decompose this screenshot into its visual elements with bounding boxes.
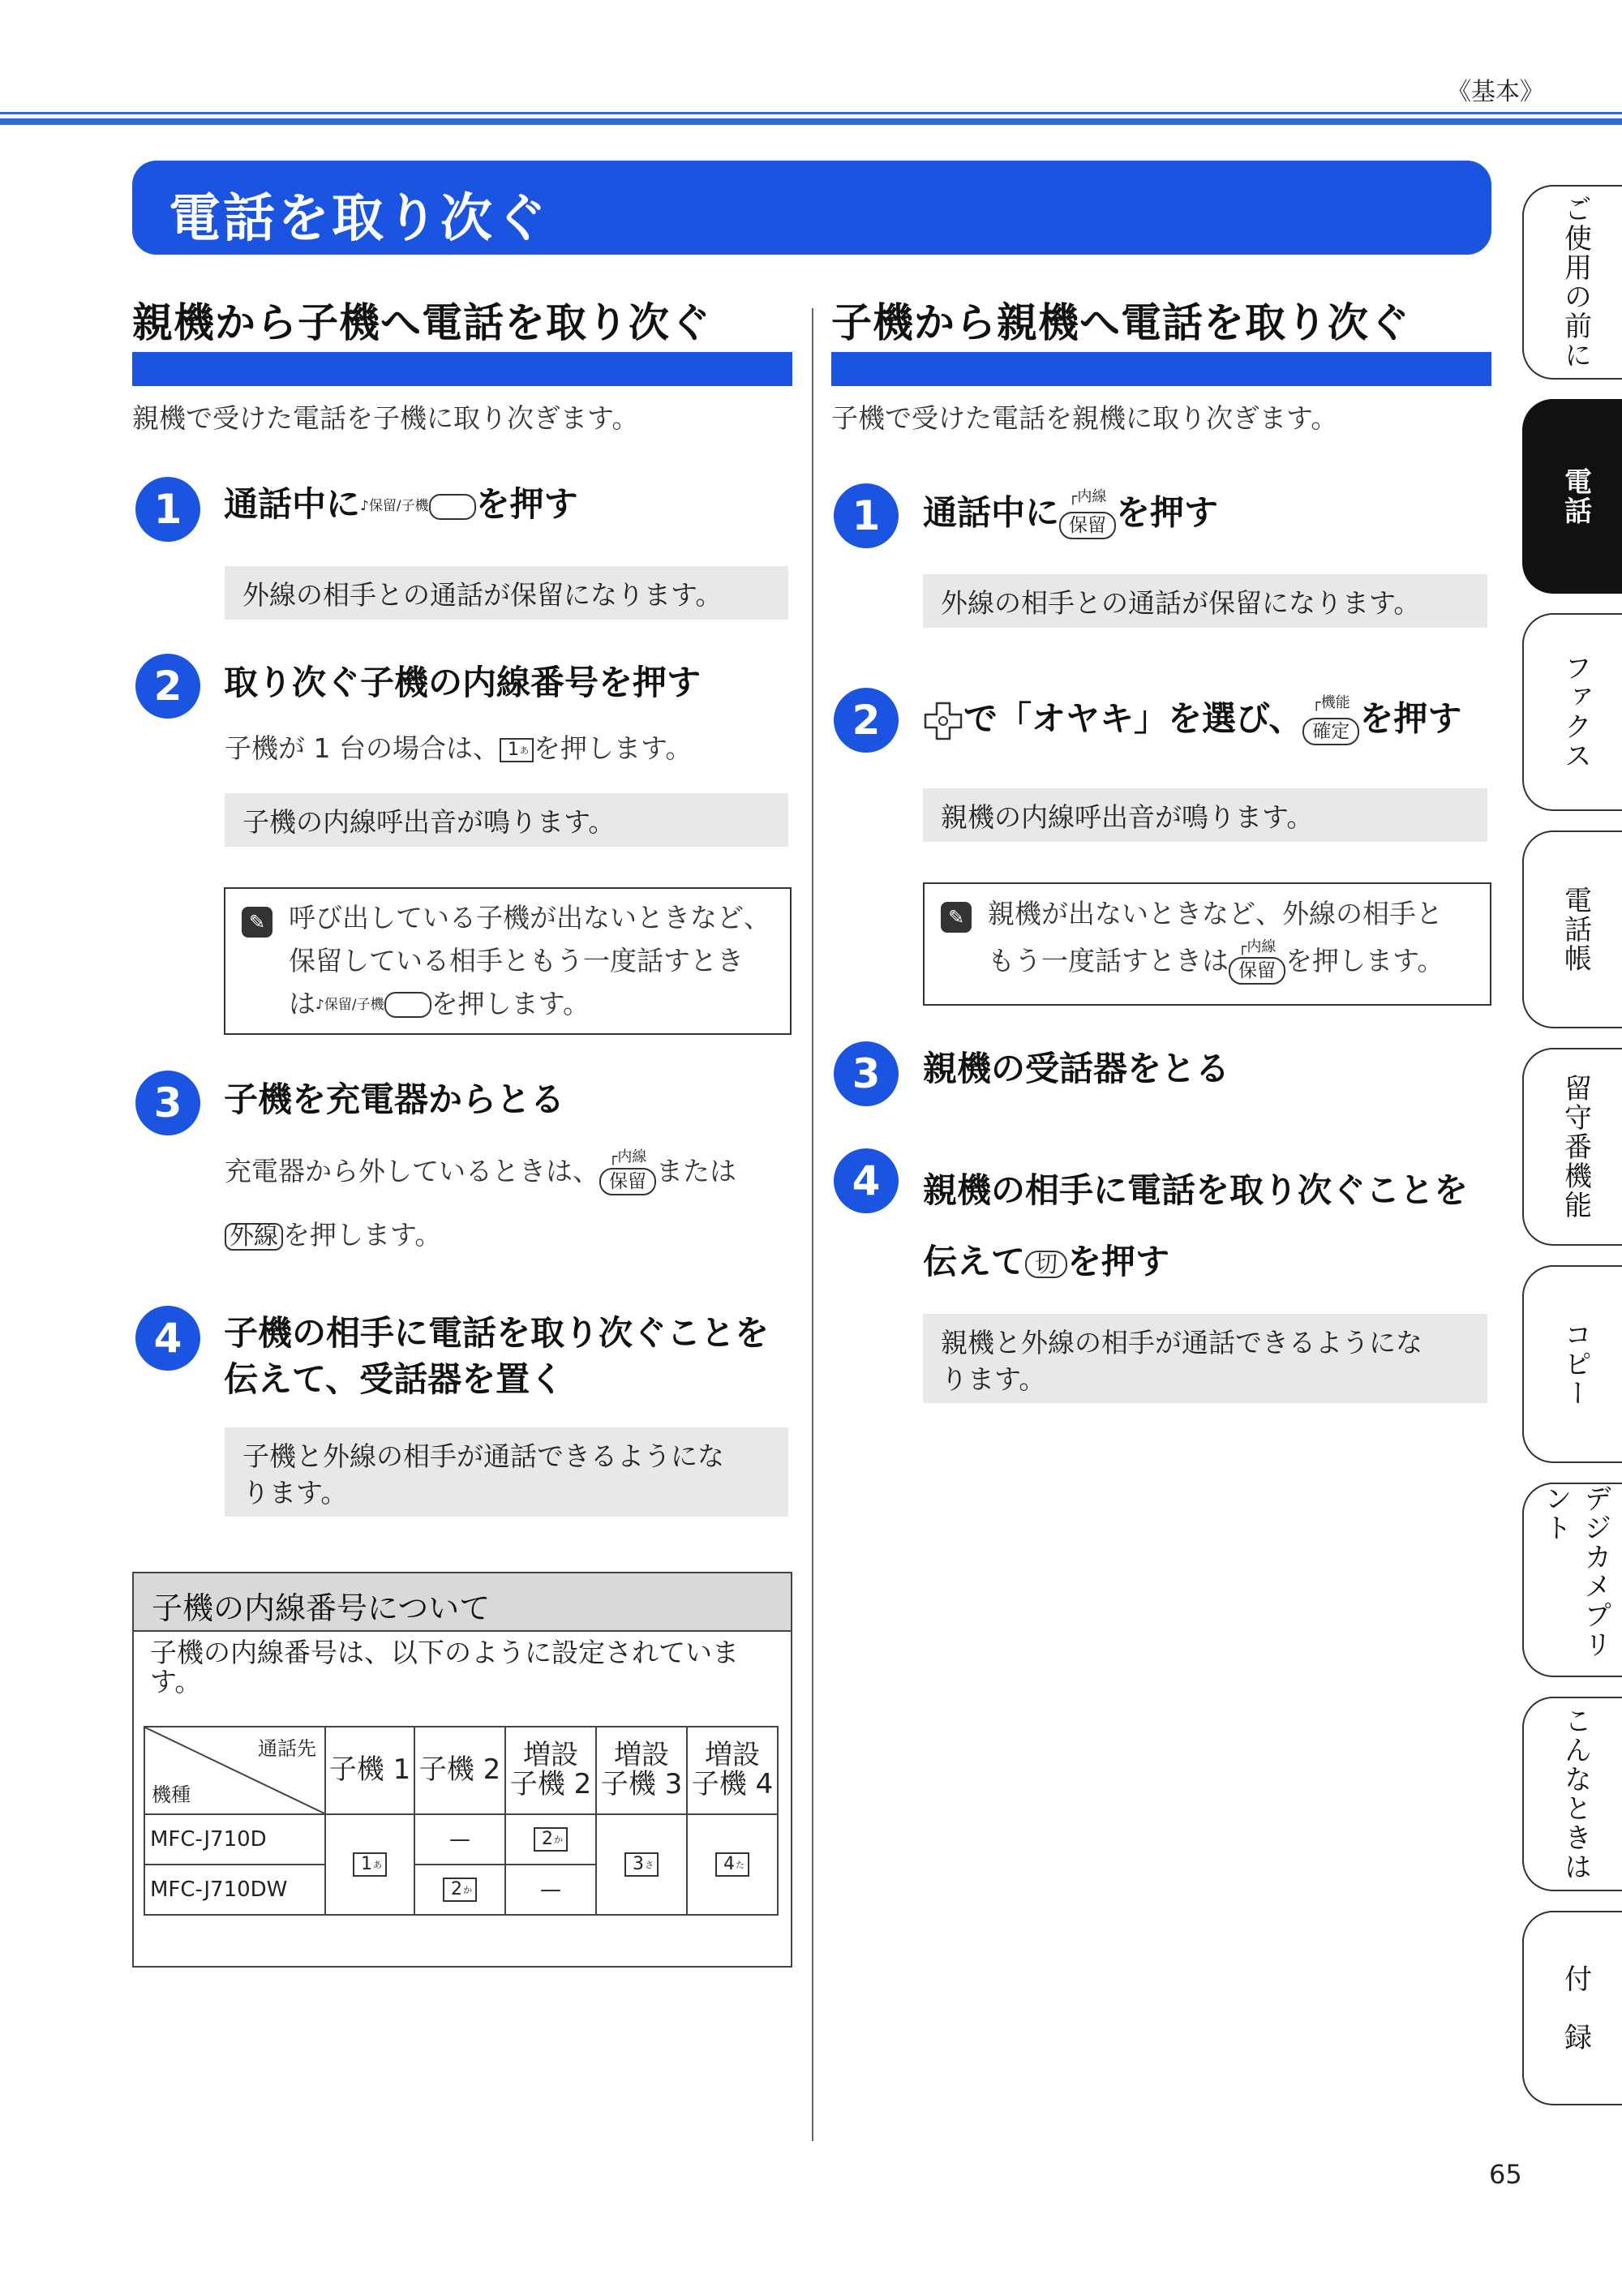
page-number: 65	[1489, 2159, 1522, 2190]
key-1-number: 1	[361, 1854, 372, 1875]
right-step-4-result	[923, 1314, 1487, 1403]
key-4-kana: た	[736, 1860, 744, 1871]
left-note-line-3	[289, 983, 774, 1026]
tab-before-use[interactable]	[1522, 185, 1622, 380]
cell-key-4	[687, 1814, 778, 1915]
left-note-line-3-post: を押します。	[431, 987, 590, 1019]
chapter-label: 《基本》	[1447, 78, 1544, 106]
col-add-4-line2: 子機 4	[691, 1768, 774, 1800]
intercom-key-top-label: ┌内線	[1238, 938, 1277, 955]
tab-fax-label: ファクス	[1559, 654, 1592, 770]
key-2-kana: か	[463, 1885, 472, 1896]
step-3-sub-line-2	[225, 1217, 441, 1254]
right-note-box	[923, 882, 1491, 1006]
step-4-result	[225, 1427, 788, 1517]
right-note-line-1: 親機が出ないときなど、外線の相手と	[988, 898, 1443, 929]
page-title: 電話を取り次ぐ	[169, 189, 549, 249]
header-rule-thick	[0, 118, 1622, 125]
right-step-1-result: 外線の相手との通話が保留になります。	[923, 574, 1487, 628]
right-section-bar	[831, 352, 1491, 386]
step-1-result: 外線の相手との通話が保留になります。	[225, 566, 788, 620]
intercom-hold-key-icon	[1059, 490, 1116, 540]
tab-copy-label: コピー	[1559, 1320, 1592, 1408]
tab-troubleshooting-label: こんなときは	[1559, 1706, 1592, 1882]
tab-troubleshooting[interactable]	[1522, 1697, 1622, 1891]
info-box-text	[150, 1638, 775, 1697]
function-key-top-label: ┌機能	[1311, 694, 1350, 711]
dpad-icon	[923, 701, 963, 741]
hold-handset-key-label: ♪保留/子機	[315, 996, 384, 1013]
step-number-3: 3	[135, 1071, 200, 1135]
right-step-1-pre: 通話中に	[923, 492, 1060, 533]
tab-phonebook[interactable]	[1522, 830, 1622, 1028]
model-mfc-j710dw: MFC-J710DW	[144, 1865, 325, 1915]
col-add-2-line2: 子機 2	[509, 1768, 592, 1800]
outside-line-key-icon: 外線	[225, 1223, 283, 1251]
key-4-icon	[715, 1852, 749, 1877]
hold-key-label: 保留	[599, 1168, 656, 1195]
table-header-row	[144, 1727, 778, 1814]
header-rule-thin	[0, 112, 1622, 114]
step-2-instruction: 取り次ぐ子機の内線番号を押す	[224, 663, 702, 702]
col-add-3-line2: 子機 3	[600, 1768, 683, 1800]
hold-key-label: 保留	[1229, 957, 1285, 985]
table-corner-cell	[144, 1727, 325, 1814]
memo-icon: ✎	[941, 902, 972, 933]
step-1-instruction	[224, 482, 578, 528]
step-number-2: 2	[135, 654, 200, 719]
step-4-line-2: 伝えて、受話器を置く	[224, 1358, 564, 1399]
hold-handset-key-icon	[384, 992, 431, 1018]
tab-telephone-label: 電話	[1559, 467, 1592, 526]
right-note-line-2-pre: もう一度話すときは	[988, 944, 1229, 976]
extension-table	[144, 1726, 779, 1916]
info-box-text-line-1: 子機の内線番号は、以下のように設定されていま	[150, 1637, 739, 1668]
step-4-line-1: 子機の相手に電話を取り次ぐことを	[224, 1313, 770, 1353]
intercom-hold-key-icon	[1229, 940, 1285, 985]
step-2-sub-pre: 子機が 1 台の場合は、	[225, 732, 500, 764]
info-box-text-line-2: す。	[150, 1666, 202, 1698]
col-handset-1-label: 子機 1	[328, 1753, 411, 1787]
step-1-pre: 通話中に	[224, 484, 361, 524]
key-2-icon	[534, 1827, 568, 1852]
function-confirm-key-icon	[1302, 696, 1359, 746]
hold-handset-key-label: ♪保留/子機	[360, 498, 429, 515]
corner-destination-label: 通話先	[258, 1737, 316, 1760]
right-step-number-1: 1	[834, 483, 899, 548]
col-handset-1	[325, 1727, 414, 1814]
cell-key-2	[505, 1814, 596, 1865]
off-key-icon: 切	[1025, 1251, 1067, 1278]
tab-answering-machine-label: 留守番機能	[1559, 1074, 1592, 1220]
cell-key-1	[325, 1814, 414, 1915]
right-step-4-line-1: 親機の相手に電話を取り次ぐことを	[923, 1170, 1469, 1210]
key-1-number: 1	[507, 739, 519, 760]
info-box-title: 子機の内線番号について	[152, 1590, 491, 1626]
right-step-4-instruction	[923, 1155, 1468, 1298]
key-1-kana: あ	[373, 1860, 382, 1871]
right-note-line-2-post: を押します。	[1285, 944, 1444, 976]
tab-before-use-label: ご使用の前に	[1559, 195, 1592, 370]
step-4-result-line-1: 子機と外線の相手が通話できるようにな	[242, 1440, 724, 1472]
right-step-number-4: 4	[834, 1148, 899, 1213]
right-step-2-result: 親機の内線呼出音が鳴ります。	[923, 788, 1487, 842]
key-3-icon	[624, 1852, 659, 1877]
step-2-sub	[225, 730, 692, 767]
left-section-title: 親機から子機へ電話を取り次ぐ	[132, 299, 711, 346]
intercom-key-top-label: ┌内線	[608, 1148, 647, 1165]
right-step-2-post: を押す	[1359, 698, 1462, 739]
right-note-line-2	[988, 938, 1474, 985]
intercom-hold-key-icon	[599, 1150, 656, 1195]
info-box-header	[134, 1573, 791, 1632]
table-row	[144, 1814, 778, 1865]
step-3-sub-line-1	[225, 1150, 736, 1195]
left-note-line-1: 呼び出している子機が出ないときなど、	[289, 902, 770, 933]
key-3-kana: さ	[645, 1860, 654, 1871]
key-1-icon	[500, 738, 534, 762]
key-2-icon	[443, 1878, 477, 1902]
hold-key-label: 保留	[1059, 512, 1116, 539]
step-number-4: 4	[135, 1306, 200, 1371]
tab-fax[interactable]	[1522, 613, 1622, 811]
key-1-icon	[353, 1852, 387, 1877]
column-divider	[812, 308, 813, 2141]
step-3-sub-pre: 充電器から外しているときは、	[225, 1155, 599, 1187]
col-add-handset-2	[505, 1727, 596, 1814]
intercom-key-top-label: ┌内線	[1068, 488, 1107, 505]
tab-telephone[interactable]	[1522, 399, 1622, 594]
left-note-box	[224, 887, 792, 1035]
col-add-3-line1: 増設	[614, 1739, 669, 1772]
page-title-bar	[132, 161, 1491, 255]
step-1-post: を押す	[475, 484, 578, 524]
key-1-kana: あ	[519, 745, 529, 756]
left-lead-text: 親機で受けた電話を子機に取り次ぎます。	[132, 402, 639, 434]
right-step-1-instruction	[923, 490, 1218, 540]
right-note-text	[988, 891, 1474, 985]
key-2-number: 2	[451, 1879, 462, 1900]
cell-dash: —	[505, 1865, 596, 1915]
step-4-instruction	[224, 1311, 769, 1402]
key-4-number: 4	[723, 1854, 735, 1875]
corner-model-label: 機種	[152, 1783, 191, 1806]
key-2-kana: か	[554, 1835, 563, 1846]
memo-icon: ✎	[242, 907, 272, 938]
tab-appendix[interactable]	[1522, 1911, 1622, 2105]
cell-key-2	[414, 1865, 505, 1915]
col-add-2-line1: 増設	[523, 1739, 578, 1772]
col-add-4-line1: 増設	[705, 1739, 760, 1772]
right-section-title: 子機から親機へ電話を取り次ぐ	[831, 299, 1410, 346]
key-2-number: 2	[542, 1829, 553, 1850]
step-2-sub-post: を押します。	[533, 732, 693, 764]
col-handset-2	[414, 1727, 505, 1814]
cell-dash: —	[414, 1814, 505, 1865]
col-add-handset-3	[596, 1727, 687, 1814]
right-step-1-post: を押す	[1116, 492, 1219, 533]
cell-key-3	[596, 1814, 687, 1915]
step-3-sub2-post: を押します。	[283, 1219, 442, 1251]
right-step-2-instruction	[923, 696, 1461, 746]
right-step-3-instruction: 親機の受話器をとる	[923, 1049, 1230, 1088]
right-step-4-line-2-pre: 伝えて	[923, 1242, 1026, 1282]
step-2-result: 子機の内線呼出音が鳴ります。	[225, 793, 788, 847]
right-step-4-result-line-1: 親機と外線の相手が通話できるようにな	[941, 1327, 1422, 1358]
col-handset-2-label: 子機 2	[418, 1753, 501, 1787]
tab-copy[interactable]	[1522, 1265, 1622, 1463]
right-step-4-line-2-post: を押す	[1067, 1242, 1170, 1282]
tab-answering-machine[interactable]	[1522, 1048, 1622, 1246]
tab-digicam-print[interactable]	[1522, 1483, 1622, 1677]
right-step-4-result-line-2: ります。	[941, 1363, 1046, 1395]
right-step-number-2: 2	[834, 688, 899, 753]
left-section-bar	[132, 352, 792, 386]
left-note-text	[289, 897, 774, 1025]
step-4-result-line-2: ります。	[242, 1476, 348, 1508]
extension-number-info-box	[132, 1572, 792, 1968]
col-add-handset-4	[687, 1727, 778, 1814]
step-number-1: 1	[135, 477, 200, 542]
model-mfc-j710d: MFC-J710D	[144, 1814, 325, 1865]
left-note-line-2: 保留している相手ともう一度話すとき	[289, 944, 744, 976]
right-lead-text: 子機で受けた電話を親機に取り次ぎます。	[831, 402, 1338, 434]
tab-phonebook-label: 電話帳	[1559, 886, 1592, 973]
key-3-number: 3	[633, 1854, 644, 1875]
right-step-2-mid: で「オヤキ」を選び、	[963, 698, 1303, 739]
confirm-key-label: 確定	[1302, 718, 1359, 745]
right-step-4-line-2	[923, 1226, 1468, 1298]
hold-handset-key-icon	[429, 494, 476, 520]
step-3-sub-post: または	[656, 1155, 736, 1187]
step-3-instruction: 子機を充電器からとる	[224, 1079, 565, 1119]
tab-digicam-print-label: デジカメプリント	[1539, 1484, 1611, 1659]
tab-appendix-label: 付 録	[1559, 1964, 1592, 2052]
right-step-number-3: 3	[834, 1041, 899, 1106]
left-note-line-3-pre: は	[289, 987, 315, 1019]
